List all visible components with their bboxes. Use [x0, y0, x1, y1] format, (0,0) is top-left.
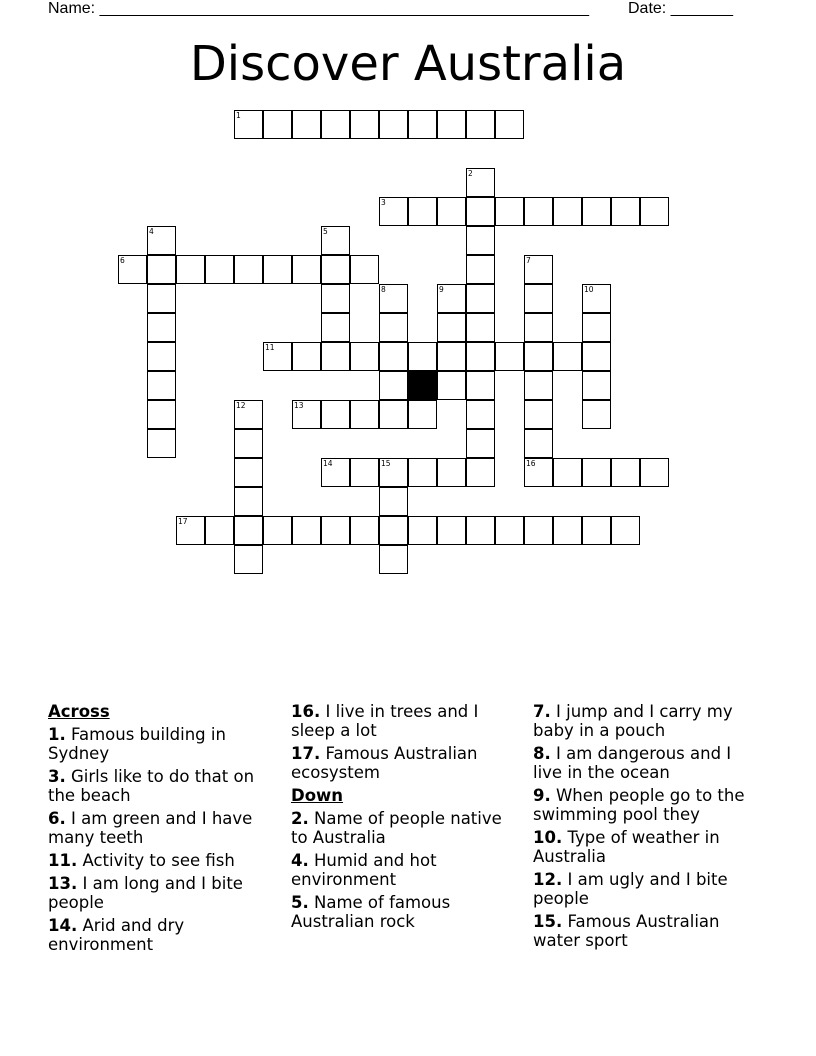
grid-cell[interactable]: [321, 284, 350, 313]
grid-cell[interactable]: [553, 197, 582, 226]
clue-number: 9: [439, 285, 444, 294]
clue-text: Famous Australian water sport: [533, 912, 720, 950]
grid-cell[interactable]: [437, 284, 466, 313]
grid-cell[interactable]: [582, 313, 611, 342]
clue-number: 2: [468, 169, 473, 178]
grid-cell[interactable]: [379, 284, 408, 313]
grid-cell[interactable]: [553, 342, 582, 371]
grid-cell[interactable]: [466, 458, 495, 487]
grid-cell[interactable]: [234, 487, 263, 516]
grid-cell[interactable]: [582, 284, 611, 313]
clue-item: [48, 916, 278, 954]
clue-number: 4: [149, 227, 154, 236]
clue-column-2: [291, 702, 521, 935]
grid-cell[interactable]: [321, 226, 350, 255]
grid-cell[interactable]: [524, 516, 553, 545]
clue-item: [291, 809, 521, 847]
clue-number-label: 11.: [48, 851, 78, 870]
clue-number-label: 5.: [291, 893, 309, 912]
clue-number: 14: [323, 459, 333, 468]
grid-cell[interactable]: [466, 342, 495, 371]
clue-item: [291, 744, 521, 782]
clue-number: 3: [381, 198, 386, 207]
name-line[interactable]: _______________________________________________________: [99, 0, 589, 17]
grid-cell[interactable]: [582, 400, 611, 429]
grid-cell[interactable]: [466, 226, 495, 255]
clue-number-label: 12.: [533, 870, 563, 889]
grid-cell[interactable]: [263, 255, 292, 284]
grid-cell[interactable]: [582, 458, 611, 487]
clue-item: [533, 912, 763, 950]
clue-item: [48, 767, 278, 805]
grid-cell[interactable]: [321, 342, 350, 371]
grid-cell[interactable]: [321, 516, 350, 545]
clue-item: [291, 702, 521, 740]
grid-cell[interactable]: [524, 400, 553, 429]
clue-number: 15: [381, 459, 391, 468]
grid-cell[interactable]: [234, 429, 263, 458]
grid-cell[interactable]: [408, 400, 437, 429]
grid-cell[interactable]: [553, 458, 582, 487]
clue-text: Girls like to do that on the beach: [48, 767, 255, 805]
grid-cell[interactable]: [263, 110, 292, 139]
clue-number-label: 9.: [533, 786, 551, 805]
grid-cell[interactable]: [263, 342, 292, 371]
clue-text: Famous building in Sydney: [48, 725, 226, 763]
grid-cell[interactable]: [437, 197, 466, 226]
clue-number-label: 16.: [291, 702, 321, 721]
grid-cell[interactable]: [379, 545, 408, 574]
grid-cell[interactable]: [350, 400, 379, 429]
grid-cell[interactable]: [350, 516, 379, 545]
clue-item: [291, 851, 521, 889]
grid-cell[interactable]: [292, 400, 321, 429]
grid-cell[interactable]: [408, 342, 437, 371]
clue-text: Arid and dry environment: [48, 916, 185, 954]
clue-text: I am dangerous and I live in the ocean: [533, 744, 732, 782]
clue-number-label: 13.: [48, 874, 78, 893]
grid-cell[interactable]: [437, 110, 466, 139]
grid-cell[interactable]: [466, 516, 495, 545]
grid-cell[interactable]: [350, 342, 379, 371]
clue-number: 13: [294, 401, 304, 410]
grid-cell[interactable]: [524, 342, 553, 371]
grid-cell[interactable]: [466, 284, 495, 313]
grid-cell[interactable]: [379, 313, 408, 342]
grid-cell[interactable]: [611, 197, 640, 226]
grid-cell[interactable]: [611, 516, 640, 545]
clue-item: [48, 851, 278, 870]
clue-column-1: [48, 702, 278, 958]
clue-number: 8: [381, 285, 386, 294]
grid-cell[interactable]: [147, 400, 176, 429]
grid-cell[interactable]: [234, 516, 263, 545]
grid-cell[interactable]: [147, 371, 176, 400]
grid-cell[interactable]: [263, 516, 292, 545]
grid-cell[interactable]: [147, 342, 176, 371]
clue-number-label: 3.: [48, 767, 66, 786]
grid-cell[interactable]: [495, 197, 524, 226]
grid-cell[interactable]: [466, 400, 495, 429]
grid-cell[interactable]: [147, 313, 176, 342]
grid-cell[interactable]: [437, 371, 466, 400]
grid-cell[interactable]: [582, 342, 611, 371]
grid-cell[interactable]: [553, 516, 582, 545]
grid-cell[interactable]: [640, 458, 669, 487]
clue-number-label: 14.: [48, 916, 78, 935]
grid-cell[interactable]: [379, 110, 408, 139]
grid-cell[interactable]: [292, 255, 321, 284]
grid-cell[interactable]: [640, 197, 669, 226]
grid-cell[interactable]: [466, 255, 495, 284]
down-heading: Down: [291, 786, 344, 805]
clue-text: I am green and I have many teeth: [48, 809, 253, 847]
grid-cell[interactable]: [292, 342, 321, 371]
clue-number-label: 17.: [291, 744, 321, 763]
grid-cell[interactable]: [379, 342, 408, 371]
grid-cell[interactable]: [524, 429, 553, 458]
page-title: Discover Australia: [189, 36, 627, 92]
name-label: Name:: [48, 0, 100, 17]
grid-cell[interactable]: [147, 284, 176, 313]
clue-number-label: 7.: [533, 702, 551, 721]
grid-cell[interactable]: [466, 197, 495, 226]
grid-cell[interactable]: [321, 458, 350, 487]
clue-number: 16: [526, 459, 536, 468]
clue-text: I jump and I carry my baby in a pouch: [533, 702, 733, 740]
grid-cell[interactable]: [234, 110, 263, 139]
clue-number-label: 15.: [533, 912, 563, 931]
grid-cell[interactable]: [321, 255, 350, 284]
clue-number: 1: [236, 111, 241, 120]
clue-item: [533, 786, 763, 824]
grid-cell[interactable]: [176, 255, 205, 284]
grid-black-cell: [408, 371, 437, 400]
clue-item: [48, 725, 278, 763]
grid-cell[interactable]: [466, 371, 495, 400]
grid-cell[interactable]: [524, 458, 553, 487]
clue-number-label: 4.: [291, 851, 309, 870]
clue-column-3: [533, 702, 763, 954]
clue-number-label: 8.: [533, 744, 551, 763]
clue-number-label: 6.: [48, 809, 66, 828]
date-line[interactable]: _______: [670, 0, 733, 17]
clue-item: [533, 828, 763, 866]
grid-cell[interactable]: [118, 255, 147, 284]
grid-cell[interactable]: [234, 400, 263, 429]
grid-cell[interactable]: [147, 429, 176, 458]
grid-cell[interactable]: [350, 458, 379, 487]
grid-cell[interactable]: [524, 313, 553, 342]
grid-cell[interactable]: [466, 168, 495, 197]
grid-cell[interactable]: [495, 110, 524, 139]
clue-number: 12: [236, 401, 246, 410]
grid-cell[interactable]: [437, 342, 466, 371]
clue-item: [533, 870, 763, 908]
grid-cell[interactable]: [350, 110, 379, 139]
grid-cell[interactable]: [408, 110, 437, 139]
grid-cell[interactable]: [524, 197, 553, 226]
grid-cell[interactable]: [582, 197, 611, 226]
grid-cell[interactable]: [524, 284, 553, 313]
grid-cell[interactable]: [350, 255, 379, 284]
clue-number: 6: [120, 256, 125, 265]
clue-text: Famous Australian ecosystem: [291, 744, 478, 782]
grid-cell[interactable]: [524, 371, 553, 400]
grid-cell[interactable]: [408, 458, 437, 487]
grid-cell[interactable]: [292, 110, 321, 139]
clue-number: 7: [526, 256, 531, 265]
clue-item: [291, 893, 521, 931]
grid-cell[interactable]: [437, 458, 466, 487]
grid-cell[interactable]: [234, 458, 263, 487]
clue-item: [533, 744, 763, 782]
grid-cell[interactable]: [205, 255, 234, 284]
clue-text: When people go to the swimming pool they: [533, 786, 745, 824]
clue-text: I live in trees and I sleep a lot: [291, 702, 479, 740]
clue-number-label: 1.: [48, 725, 66, 744]
clue-text: Name of people native to Australia: [291, 809, 502, 847]
grid-cell[interactable]: [292, 516, 321, 545]
grid-cell[interactable]: [495, 516, 524, 545]
date-label: Date:: [628, 0, 671, 17]
grid-cell[interactable]: [234, 255, 263, 284]
grid-cell[interactable]: [321, 313, 350, 342]
clue-number: 5: [323, 227, 328, 236]
grid-cell[interactable]: [466, 110, 495, 139]
grid-cell[interactable]: [466, 429, 495, 458]
clue-text: I am ugly and I bite people: [533, 870, 728, 908]
grid-cell[interactable]: [611, 458, 640, 487]
grid-cell[interactable]: [205, 516, 234, 545]
grid-cell[interactable]: [437, 313, 466, 342]
clue-text: I am long and I bite people: [48, 874, 243, 912]
grid-cell[interactable]: [379, 400, 408, 429]
grid-cell[interactable]: [147, 226, 176, 255]
grid-cell[interactable]: [408, 197, 437, 226]
grid-cell[interactable]: [379, 197, 408, 226]
grid-cell[interactable]: [582, 516, 611, 545]
clue-item: [533, 702, 763, 740]
grid-cell[interactable]: [408, 516, 437, 545]
grid-cell[interactable]: [379, 458, 408, 487]
clue-text: Name of famous Australian rock: [291, 893, 451, 931]
grid-cell[interactable]: [147, 255, 176, 284]
clue-item: [48, 874, 278, 912]
grid-cell[interactable]: [437, 516, 466, 545]
grid-cell[interactable]: [379, 487, 408, 516]
grid-cell[interactable]: [321, 400, 350, 429]
clue-number: 11: [265, 343, 275, 352]
grid-cell[interactable]: [234, 545, 263, 574]
grid-cell[interactable]: [582, 371, 611, 400]
clue-number: 17: [178, 517, 188, 526]
clue-text: Activity to see fish: [77, 851, 235, 870]
grid-cell[interactable]: [176, 516, 205, 545]
clue-text: Humid and hot environment: [291, 851, 437, 889]
grid-cell[interactable]: [495, 342, 524, 371]
clue-number-label: 2.: [291, 809, 309, 828]
clue-number-label: 10.: [533, 828, 563, 847]
clue-number: 10: [584, 285, 594, 294]
grid-cell[interactable]: [466, 313, 495, 342]
grid-cell[interactable]: [321, 110, 350, 139]
grid-cell[interactable]: [524, 255, 553, 284]
grid-cell[interactable]: [379, 516, 408, 545]
across-heading: Across: [48, 702, 110, 721]
clue-text: Type of weather in Australia: [533, 828, 720, 866]
clue-item: [48, 809, 278, 847]
grid-cell[interactable]: [379, 371, 408, 400]
